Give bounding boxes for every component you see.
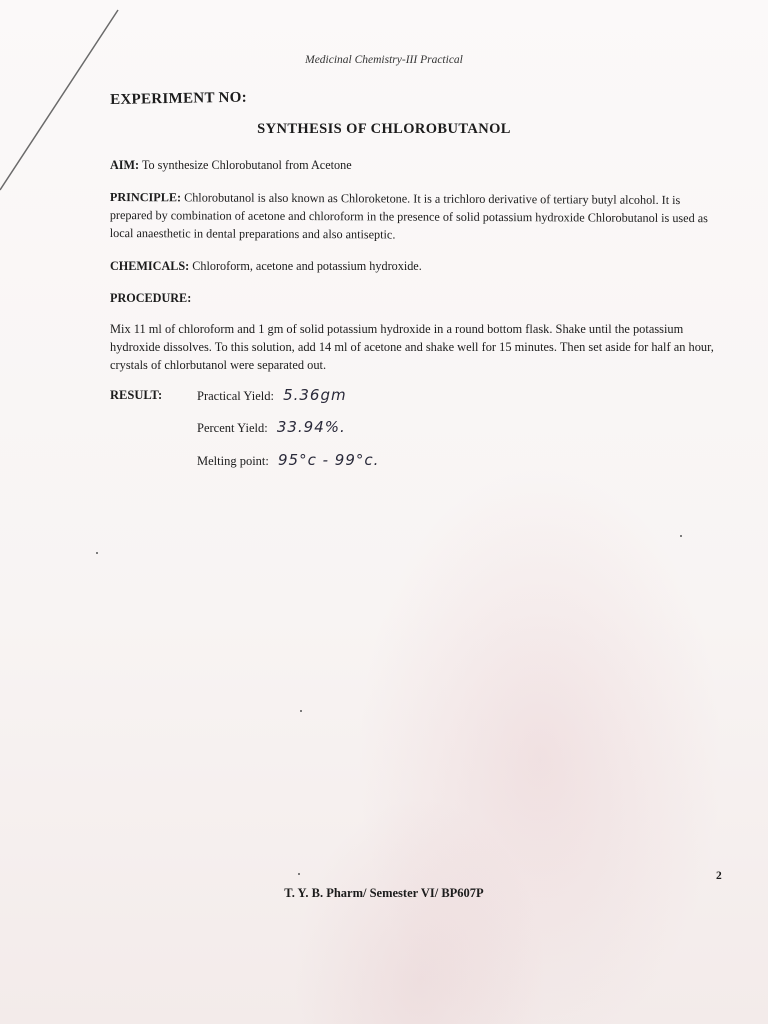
practical-yield-row	[197, 386, 347, 404]
running-header: Medicinal Chemistry-III Practical	[305, 54, 463, 66]
aim-label: AIM:	[110, 158, 140, 172]
result-label: RESULT:	[110, 388, 163, 402]
chemicals-text: Chloroform, acetone and potassium hydroxide.	[192, 259, 422, 273]
principle-text: Chlorobutanol is also known as Chloroketone. It is a trichloro derivative of tertiary butyl alcohol. It is prepared by combination of acetone and chloroform in the presence of solid potassium hydroxide Chlorobutanol is used as local anaesthetic in dental preparations and also antiseptic.	[109, 190, 708, 242]
percent-yield-value: 33.94%.	[276, 418, 346, 436]
practical-yield-value: 5.36gm	[283, 386, 347, 404]
aim-text: To synthesize Chlorobutanol from Acetone	[141, 158, 352, 172]
speck	[680, 535, 682, 537]
experiment-number-label: EXPERIMENT NO:	[110, 89, 248, 108]
principle-label: PRINCIPLE:	[109, 189, 182, 205]
percent-yield-row	[197, 418, 346, 436]
procedure-text: Mix 11 ml of chloroform and 1 gm of solid potassium hydroxide in a round bottom flask. Shake until the potassium hydroxide dissolves. To this solution, add 14 ml of acetone and shake well for 15 minutes. Then set aside for half an hour, crystals of chlorbutanol were separated out.	[110, 322, 714, 372]
procedure-heading: PROCEDURE:	[110, 291, 192, 305]
melting-point-value: 95°c - 99°c.	[278, 451, 380, 469]
aim-section	[110, 156, 720, 174]
footer-text: T. Y. B. Pharm/ Semester VI/ BP607P	[284, 886, 484, 900]
speck	[300, 710, 302, 712]
melting-point-label: Melting point:	[197, 454, 269, 468]
percent-yield-label: Percent Yield:	[197, 421, 268, 435]
practical-yield-label: Practical Yield:	[197, 389, 274, 403]
melting-point-row	[197, 451, 379, 469]
experiment-title: SYNTHESIS OF CHLOROBUTANOL	[257, 121, 511, 137]
principle-section	[110, 188, 720, 245]
speck	[298, 873, 300, 875]
chemicals-section	[110, 257, 720, 275]
page-number: 2	[716, 870, 722, 882]
speck	[96, 552, 98, 554]
chemicals-label: CHEMICALS:	[110, 259, 190, 273]
